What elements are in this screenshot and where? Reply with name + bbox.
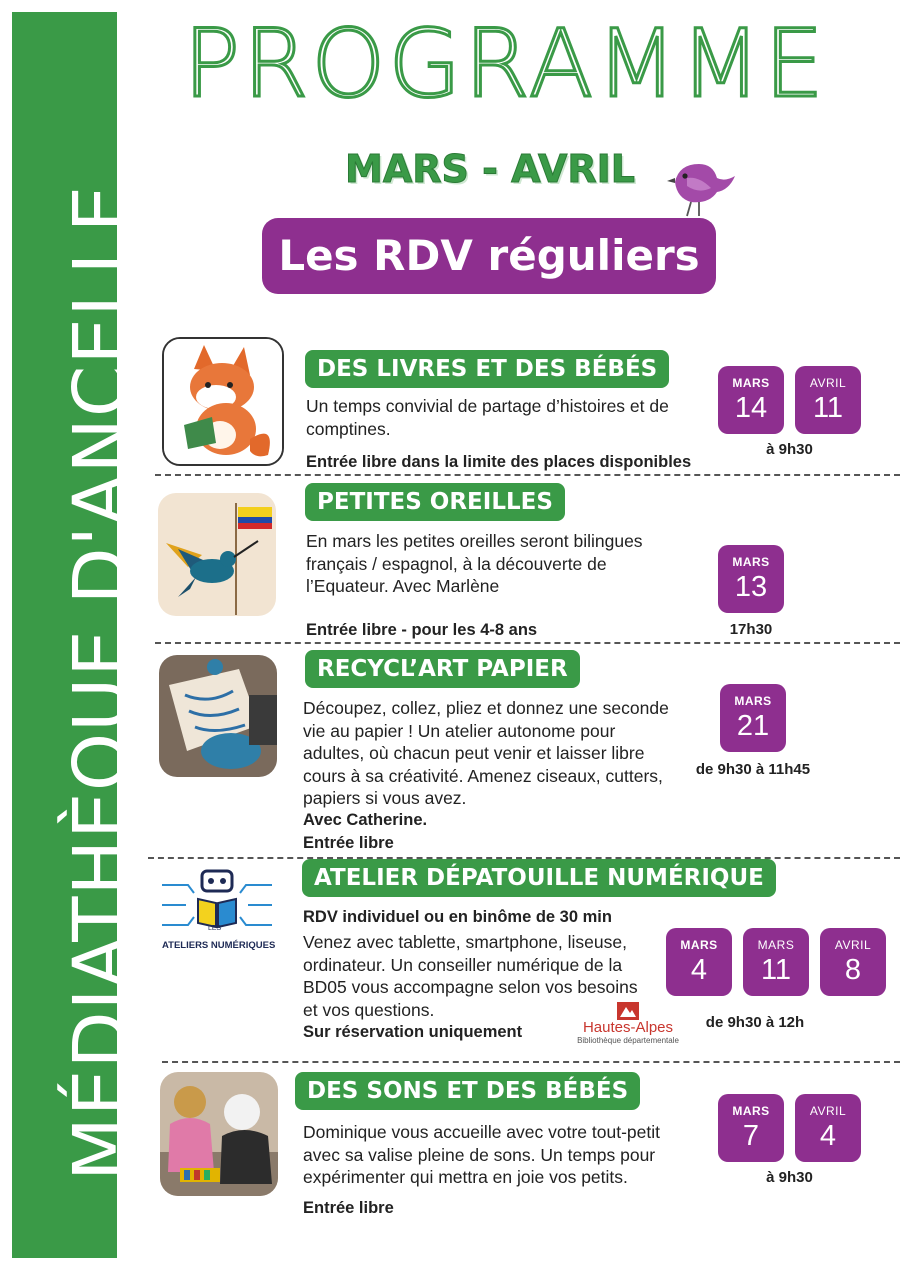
event-description: Venez avec tablette, smartphone, liseuse, ordinateur. Un conseiller numérique de la BD05 vous accompagne selon vos besoins et vos questions. xyxy=(303,932,638,1020)
event-subtitle: RDV individuel ou en binôme de 30 min xyxy=(303,908,612,926)
event-time: à 9h30 xyxy=(766,441,813,458)
hautes-alpes-logo xyxy=(568,1002,688,1050)
date-badge xyxy=(795,1094,861,1162)
date-month: AVRIL xyxy=(809,1104,847,1118)
date-day: 4 xyxy=(819,1120,837,1152)
date-badge xyxy=(795,366,861,434)
date-day: 11 xyxy=(812,392,844,424)
event-access-note: Entrée libre - pour les 4-8 ans xyxy=(306,621,538,639)
event-title: ATELIER DÉPATOUILLE NUMÉRIQUE xyxy=(302,859,776,897)
event-title: RECYCL’ART PAPIER xyxy=(305,650,580,688)
logo-small-text: LES xyxy=(208,925,222,932)
partner-subtitle: Bibliothèque départementale xyxy=(577,1036,679,1045)
sidebar-title: MÉDIATHÈQUE D'ANCELLE xyxy=(58,184,144,1181)
hummingbird-flag-image xyxy=(158,493,276,616)
event-time: à 9h30 xyxy=(766,1169,813,1186)
date-month: MARS xyxy=(680,938,718,952)
mountain-icon xyxy=(617,1002,639,1020)
date-badge xyxy=(718,366,784,434)
date-day: 4 xyxy=(690,954,708,986)
date-badge xyxy=(743,928,809,996)
event-description: Dominique vous accueille avec votre tout-petit avec sa valise pleine de sons. Un temps pour expérimenter qui mettra en joie vos petits. xyxy=(303,1122,660,1187)
date-badge xyxy=(718,1094,784,1162)
event-access-note: Entrée libre dans la limite des places disponibles xyxy=(306,453,692,471)
date-day: 14 xyxy=(734,392,768,424)
date-badge xyxy=(718,545,784,613)
event-access-note: Entrée libre xyxy=(303,1199,394,1217)
date-day: 7 xyxy=(742,1120,760,1152)
period-label: MARS - AVRIL xyxy=(345,147,635,191)
bird-icon xyxy=(665,148,737,220)
date-day: 13 xyxy=(734,571,768,603)
divider xyxy=(155,642,900,644)
event-access-note: Entrée libre xyxy=(303,834,394,852)
event-title: PETITES OREILLES xyxy=(305,483,565,521)
event-facilitator: Avec Catherine. xyxy=(303,811,428,829)
event-description: En mars les petites oreilles seront bilingues français / espagnol, à la découverte de l’Equateur. Avec Marlène xyxy=(306,531,643,596)
date-month: MARS xyxy=(734,694,772,708)
date-badge xyxy=(666,928,732,996)
ateliers-numeriques-logo xyxy=(158,865,276,975)
date-badge xyxy=(820,928,886,996)
event-time: de 9h30 à 12h xyxy=(705,1014,805,1031)
fox-reading-image xyxy=(162,337,284,466)
logo-text: ATELIERS NUMÉRIQUES xyxy=(162,940,276,951)
section-banner: Les RDV réguliers xyxy=(262,218,716,294)
event-time: de 9h30 à 11h45 xyxy=(695,761,811,778)
event-access-note: Sur réservation uniquement xyxy=(303,1023,523,1041)
date-month: MARS xyxy=(732,1104,770,1118)
divider xyxy=(162,1061,900,1063)
date-month: AVRIL xyxy=(834,938,872,952)
event-title: DES SONS ET DES BÉBÉS xyxy=(295,1072,640,1110)
date-day: 8 xyxy=(844,954,862,986)
date-badge xyxy=(720,684,786,752)
event-description: Découpez, collez, pliez et donnez une seconde vie au papier ! Un atelier autonome pour adultes, où chacun peut venir et laisser libre cours à sa créativité. Amenez ciseaux, cutters, papiers si vous avez. xyxy=(303,698,669,808)
event-description: Un temps convivial de partage d’histoires et de comptines. xyxy=(306,396,669,439)
children-music-image xyxy=(160,1072,278,1196)
paper-craft-image xyxy=(159,655,277,777)
date-month: AVRIL xyxy=(809,376,847,390)
event-time: 17h30 xyxy=(729,621,773,638)
divider xyxy=(155,474,900,476)
date-month: MARS xyxy=(757,938,795,952)
date-month: MARS xyxy=(732,376,770,390)
date-day: 11 xyxy=(760,954,792,986)
partner-name: Hautes-Alpes xyxy=(582,1019,674,1036)
page-title: PROGRAMME xyxy=(183,10,827,119)
date-day: 21 xyxy=(736,710,770,742)
event-title: DES LIVRES ET DES BÉBÉS xyxy=(305,350,669,388)
date-month: MARS xyxy=(732,555,770,569)
